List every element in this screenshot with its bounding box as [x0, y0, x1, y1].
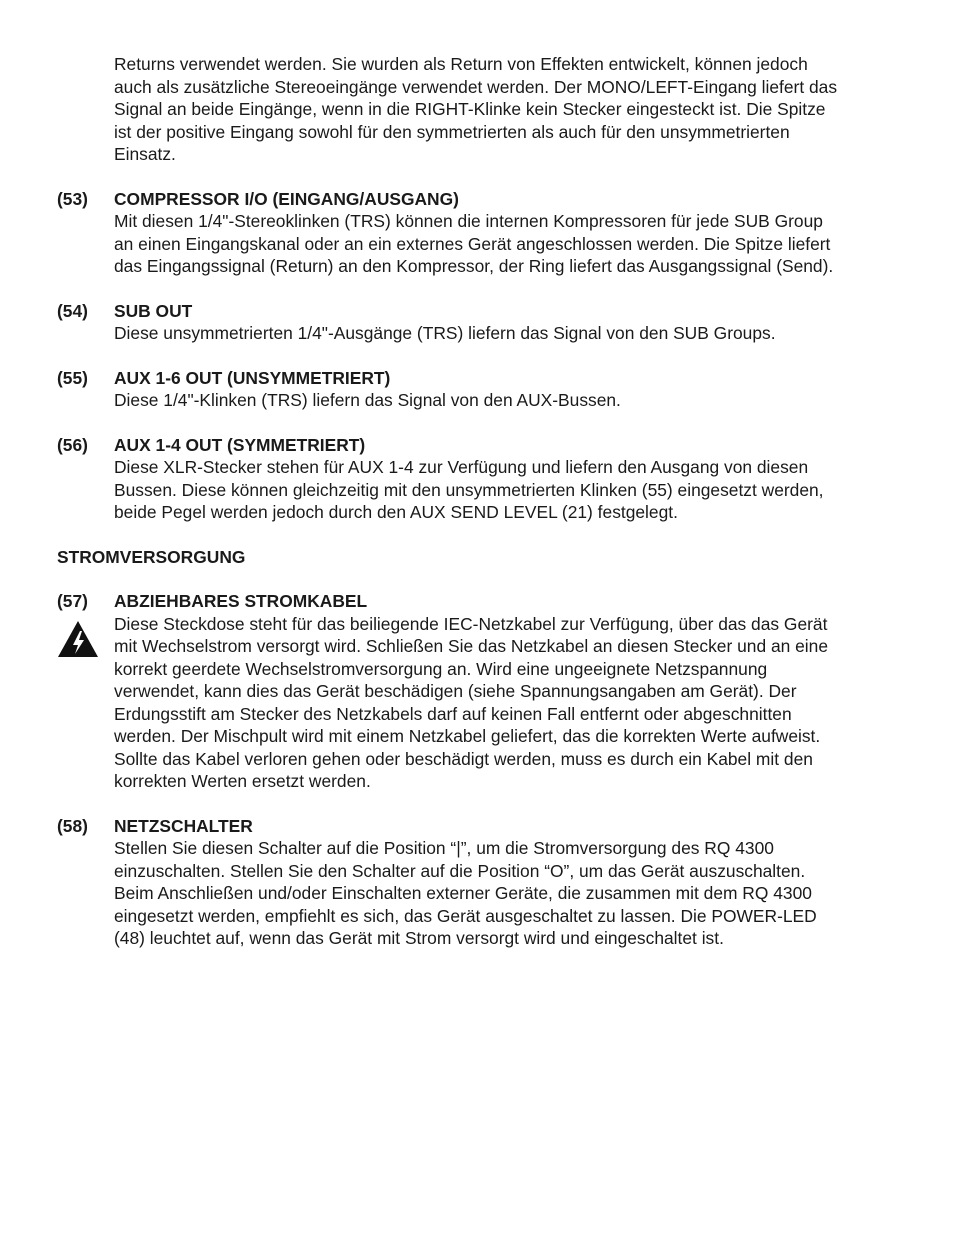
section-57: [57, 590, 902, 793]
section-content: [114, 300, 902, 345]
section-title: AUX 1-4 OUT (SYMMETRIERT): [114, 434, 366, 455]
section-number: (53): [57, 188, 88, 209]
section-54: [57, 300, 902, 345]
text-line: (48) leuchtet auf, wenn das Gerät mit Strom versorgt wird und eingeschaltet ist.: [114, 928, 724, 948]
section-number: (56): [57, 434, 88, 455]
section-content: [114, 367, 902, 412]
text-line: Mit diesen 1/4"-Stereoklinken (TRS) können die internen Kompressoren für jede SUB Group: [114, 211, 823, 231]
text-line: Sollte das Kabel verloren gehen oder beschädigt werden, muss es durch ein Kabel mit den: [114, 748, 813, 769]
section-title: ABZIEHBARES STROMKABEL: [114, 591, 368, 611]
section-content: [114, 434, 902, 524]
section-number: (54): [57, 300, 88, 321]
warning-electric-icon: [57, 620, 99, 658]
text-line: werden. Der Mischpult wird mit einem Netzkabel geliefert, das die korrekten Werte aufweist.: [114, 726, 821, 746]
section-title: NETZSCHALTER: [114, 815, 253, 836]
section-content: [114, 188, 902, 278]
section-content: [114, 590, 902, 793]
text-line: Diese XLR-Stecker stehen für AUX 1-4 zur Verfügung und liefern den Ausgang von diesen: [114, 457, 809, 477]
text-line: Einsatz.: [114, 144, 176, 164]
text-line: korrekt geerdete Wechselstromversorgung an. Wird eine ungeeignete Netzspannung: [114, 658, 768, 679]
section-56: [57, 434, 902, 524]
section-number-text: (57): [57, 591, 88, 611]
text-line: Diese Steckdose steht für das beiliegende IEC-Netzkabel zur Verfügung, über das das Gerät: [114, 613, 828, 634]
section-title: SUB OUT: [114, 300, 193, 321]
document-page: [57, 53, 902, 950]
text-line: Signal an beide Eingänge, wenn in die RIGHT-Klinke kein Stecker eingesteckt ist. Die Spitze: [114, 99, 826, 119]
text-line: Erdungsstift am Stecker des Netzkabels darf auf keinen Fall entfernt oder abgeschnitten: [114, 703, 792, 724]
section-title: COMPRESSOR I/O (EINGANG/AUSGANG): [114, 188, 459, 209]
text-line: Stellen Sie diesen Schalter auf die Position “|”, um die Stromversorgung des RQ 4300: [114, 838, 774, 858]
section-53: [57, 188, 902, 278]
section-number: [57, 590, 114, 793]
intro-paragraph: [114, 53, 902, 166]
section-55: [57, 367, 902, 412]
text-line: verwendet, kann dies das Gerät beschädigen (siehe Spannungsangaben am Gerät). Der: [114, 681, 797, 701]
section-title: AUX 1-6 OUT (UNSYMMETRIERT): [114, 367, 391, 388]
text-line: Diese 1/4"-Klinken (TRS) liefern das Signal von den AUX-Bussen.: [114, 390, 621, 410]
text-line: auch als zusätzliche Stereoeingänge verwendet werden. Der MONO/LEFT-Eingang liefert das: [114, 76, 838, 97]
section-content: [114, 815, 902, 950]
text-line: das Eingangssignal (Return) an den Kompressor, der Ring liefert das Ausgangssignal (Send).: [114, 256, 834, 276]
text-line: Returns verwendet werden. Sie wurden als Return von Effekten entwickelt, können jedoch: [114, 54, 808, 74]
text-line: korrekten Werten ersetzt werden.: [114, 771, 371, 791]
text-line: einzuschalten. Stellen Sie den Schalter auf die Position “O”, um das Gerät auszuschalten.: [114, 860, 806, 881]
text-line: Diese unsymmetrierten 1/4"-Ausgänge (TRS) liefern das Signal von den SUB Groups.: [114, 323, 776, 343]
text-line: beide Pegel werden jedoch durch den AUX SEND LEVEL (21) festgelegt.: [114, 502, 678, 522]
text-line: Beim Anschließen und/oder Einschalten externer Geräte, die zusammen mit dem RQ 4300: [114, 883, 812, 903]
text-line: an einen Eingangskanal oder an ein externes Gerät angeschlossen werden. Die Spitze liefert: [114, 233, 831, 254]
text-line: Bussen. Diese können gleichzeitig mit den unsymmetrierten Klinken (55) eingesetzt werden,: [114, 479, 824, 500]
group-heading-power: STROMVERSORGUNG: [57, 546, 246, 567]
text-line: ist der positive Eingang sowohl für den symmetrierten als auch für den unsymmetrierten: [114, 121, 790, 142]
section-number: (58): [57, 815, 88, 836]
text-line: mit Wechselstrom versorgt wird. Schließen Sie das Netzkabel an diesen Stecker und an eine: [114, 636, 829, 656]
text-line: eingesetzt werden, empfiehlt es sich, das Gerät ausgeschaltet zu lassen. Die POWER-LED: [114, 905, 817, 926]
section-number: (55): [57, 367, 88, 388]
section-58: [57, 815, 902, 950]
